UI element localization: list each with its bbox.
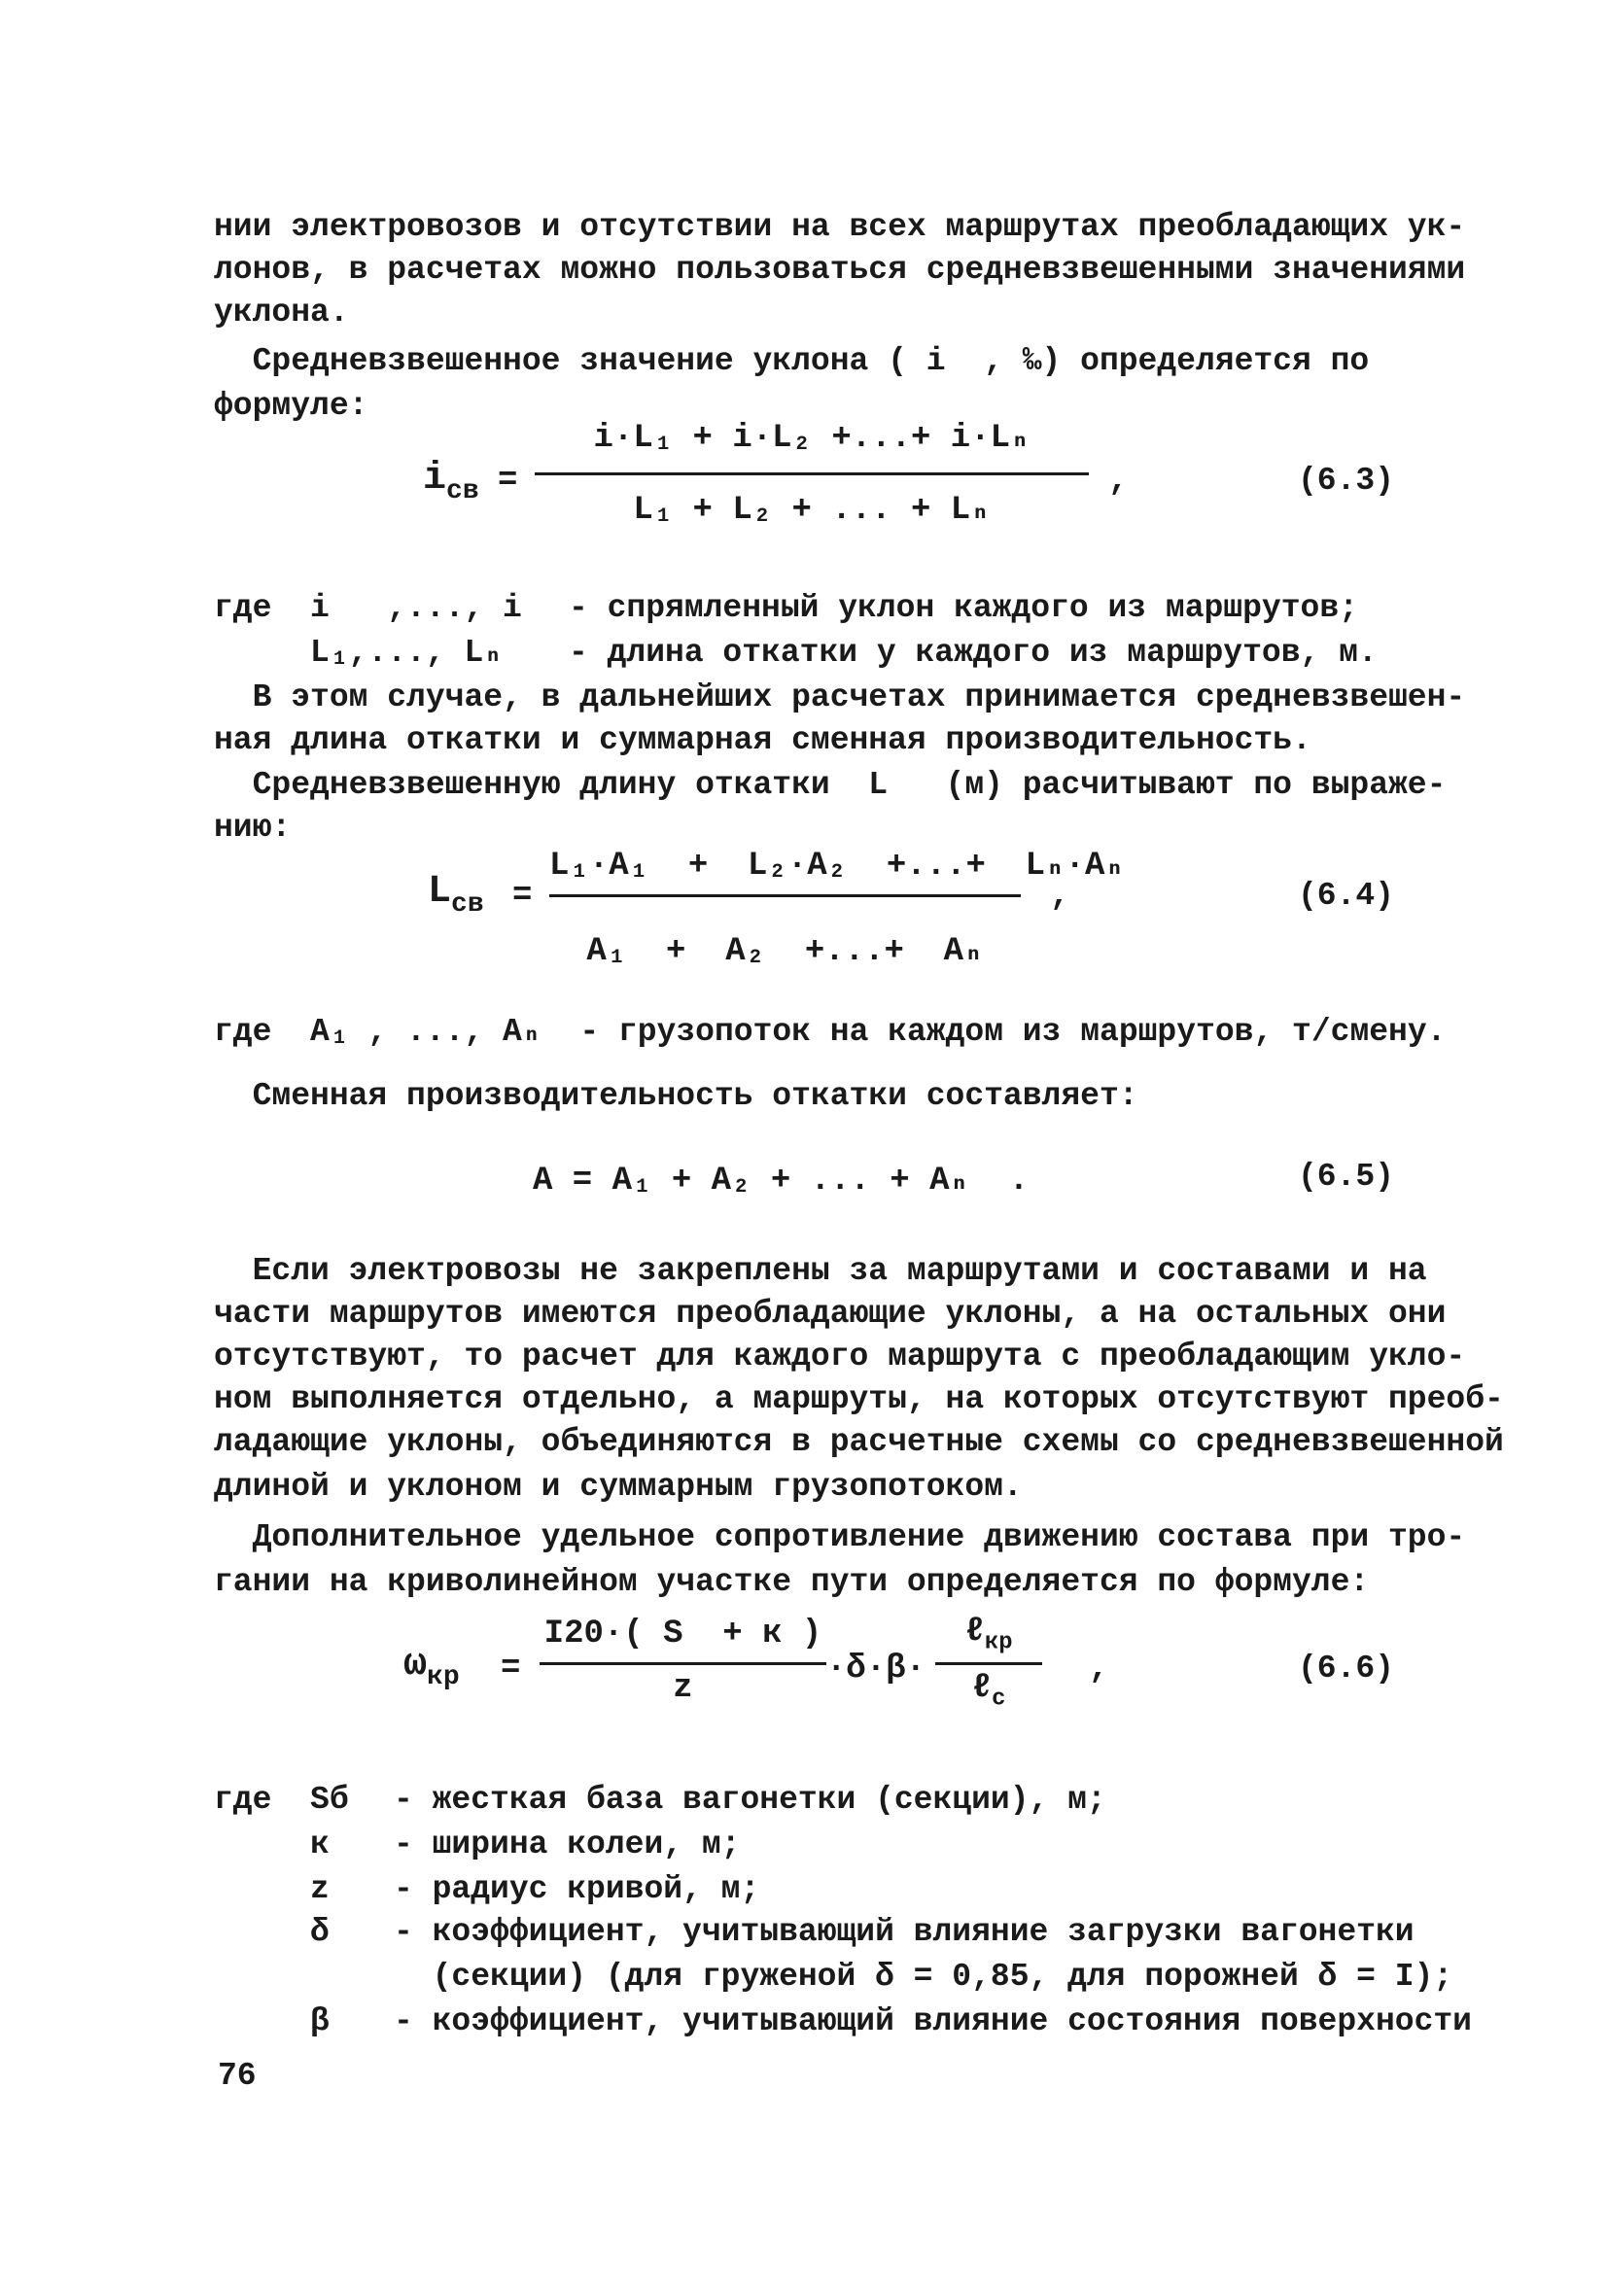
where-6-6-symbol-6: β [214, 2003, 330, 2039]
formula-6-4-numerator: L₁·A₁ + L₂·A₂ +...+ Lₙ·Aₙ [549, 848, 1125, 885]
formula-6-6-denominator-1: z [673, 1670, 693, 1707]
where-6-6-text-6: - коэффициент, учитывающий влияние состояния поверхности [394, 2003, 1472, 2039]
paragraph-1-line-2: формуле: [214, 388, 368, 424]
where-6-3-text-1: - спрямленный уклон каждого из маршрутов; [569, 590, 1358, 626]
where-6-4: где A₁ , ..., Aₙ - грузопоток на каждом из маршрутов, т/смену. [214, 1014, 1447, 1050]
intro-line-1: нии электровозов и отсутствии на всех маршрутах преобладающих ук- [214, 209, 1466, 245]
paragraph-5-line-1: Дополнительное удельное сопротивление движению состава при тро- [214, 1519, 1466, 1555]
formula-6-4-equals: = [512, 878, 533, 915]
paragraph-5-line-2: гании на криволинейном участке пути определяется по формуле: [214, 1564, 1370, 1600]
paragraph-4-line-6: длиной и уклоном и суммарным грузопотоком. [214, 1469, 1023, 1505]
intro-line-3: уклона. [214, 295, 349, 330]
formula-6-6-bar-2 [935, 1662, 1042, 1665]
paragraph-2-line-3: Средневзвешенную длину откатки L (м) расчитывают по выраже- [214, 767, 1447, 803]
formula-6-6-numerator-1: I20·( S + к ) [543, 1616, 822, 1652]
where-6-6-text-5: (секции) (для груженой δ = 0,85, для порожней δ = I); [394, 1959, 1453, 1995]
paragraph-4-line-3: отсутствуют, то расчет для каждого маршрута с преобладающим укло- [214, 1339, 1466, 1374]
formula-6-3-comma: , [1108, 463, 1129, 500]
formula-6-4-comma: , [1050, 878, 1070, 915]
where-6-6-symbol-3: z [214, 1871, 330, 1907]
formula-6-5-expression: A = A₁ + A₂ + ... + Aₙ . [533, 1163, 1030, 1200]
where-6-3-symbol-1: где i ,..., i [214, 590, 522, 626]
where-6-3-symbol-2: L₁,..., Lₙ [214, 635, 504, 671]
formula-6-6-comma: , [1089, 1651, 1109, 1687]
formula-6-3-bar [535, 472, 1089, 475]
paragraph-4-line-5: ладающие уклоны, объединяются в расчетные схемы со средневзвешенной [214, 1424, 1504, 1460]
formula-6-4-fraction [549, 838, 1125, 974]
formula-6-3-fraction [535, 408, 1089, 544]
equation-number-6-6: (6.6) [1298, 1651, 1395, 1687]
formula-6-6-fraction-2 [935, 1614, 1042, 1730]
formula-6-6-lhs: $\omega_{кр}$ [403, 1643, 460, 1692]
formula-6-3-equals: = [498, 463, 518, 500]
formula-6-6-fraction-1 [540, 1614, 826, 1730]
formula-6-6-equals: = [501, 1651, 521, 1687]
formula-6-4-bar [549, 894, 1021, 897]
paragraph-1-line-1: Средневзвешенное значение уклона ( i , ‰) определяется по [214, 343, 1370, 379]
formula-6-6-denominator-2: ℓ$_с$ [971, 1670, 1006, 1713]
where-6-6-text-2: - ширина колеи, м; [394, 1826, 741, 1862]
where-6-6-symbol-1: где Sб [214, 1782, 349, 1818]
where-6-6-symbol-4: δ [214, 1914, 330, 1950]
equation-number-6-4: (6.4) [1298, 878, 1395, 914]
formula-6-6-middle: ·δ·β· [826, 1651, 926, 1687]
formula-6-4-denominator: A₁ + A₂ +...+ Aₙ [586, 933, 984, 970]
paragraph-3: Сменная производительность откатки составляет: [214, 1078, 1138, 1114]
where-6-6-text-1: - жесткая база вагонетки (секции), м; [394, 1782, 1106, 1818]
where-6-6-text-4: - коэффициент, учитывающий влияние загрузки вагонетки [394, 1914, 1415, 1950]
paragraph-2-line-2: ная длина откатки и суммарная сменная производительность. [214, 722, 1311, 758]
paragraph-4-line-2: части маршрутов имеются преобладающие уклоны, а на остальных они [214, 1296, 1447, 1332]
formula-6-4-lhs: $L_{св}$ [428, 870, 484, 920]
formula-6-3-denominator: L₁ + L₂ + ... + Lₙ [633, 492, 991, 529]
equation-number-6-5: (6.5) [1298, 1159, 1395, 1195]
formula-6-6-bar-1 [540, 1662, 826, 1665]
where-6-6-symbol-2: к [214, 1826, 330, 1862]
formula-6-3-lhs: $i_{св}$ [423, 457, 479, 506]
equation-number-6-3: (6.3) [1298, 463, 1395, 499]
formula-6-3-numerator: i·L₁ + i·L₂ +...+ i·Lₙ [593, 420, 1031, 457]
paragraph-4-line-4: ном выполняется отдельно, а маршруты, на которых отсутствуют преоб- [214, 1381, 1504, 1417]
paragraph-4-line-1: Если электровозы не закреплены за маршрутами и составами и на [214, 1253, 1427, 1289]
page-number: 76 [218, 2058, 257, 2094]
where-6-3-text-2: - длина откатки у каждого из маршрутов, м. [569, 635, 1378, 671]
formula-6-6-numerator-2: ℓ$_{кр}$ [964, 1614, 1013, 1656]
where-6-6-text-3: - радиус кривой, м; [394, 1871, 760, 1907]
paragraph-2-line-4: нию: [214, 810, 292, 846]
paragraph-2-line-1: В этом случае, в дальнейших расчетах принимается средневзвешен- [214, 679, 1466, 715]
intro-line-2: лонов, в расчетах можно пользоваться средневзвешенными значениями [214, 252, 1466, 288]
